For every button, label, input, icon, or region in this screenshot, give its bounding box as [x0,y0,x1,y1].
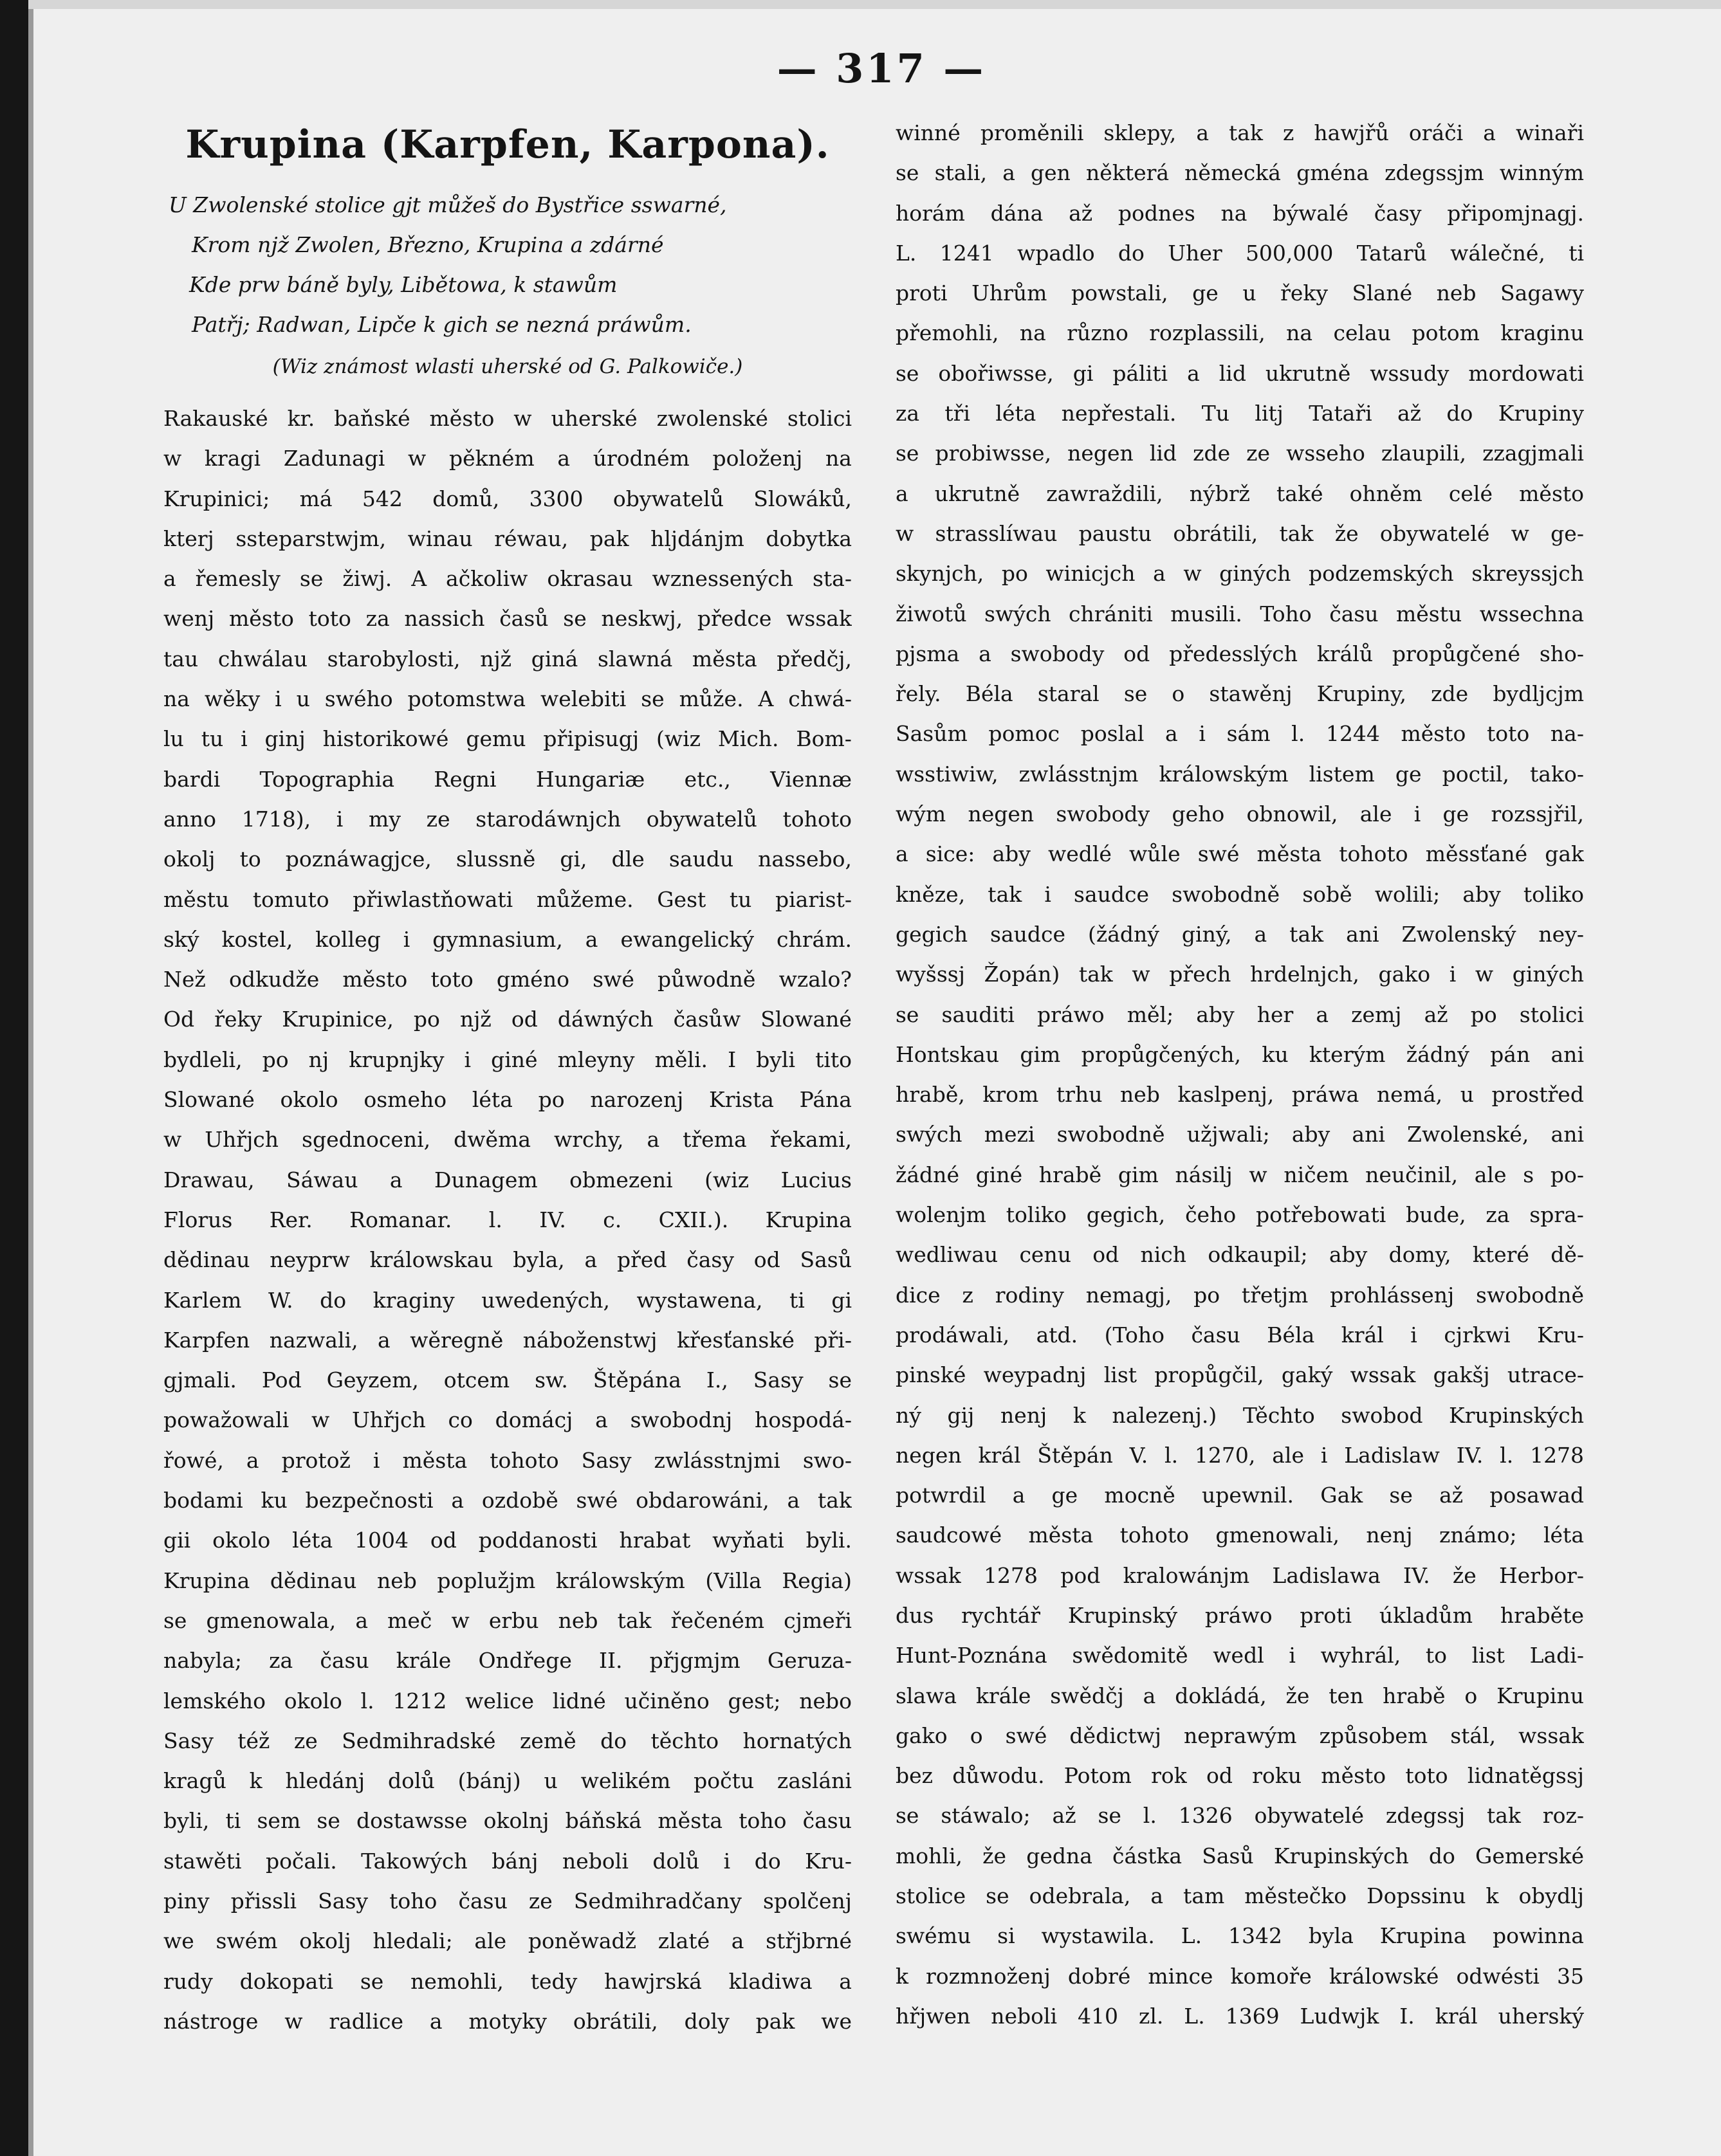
text-line: lemského okolo l. 1212 welice lidné učiněno gest; nebo [163,1688,852,1713]
article-title: Krupina (Karpfen, Karpona). [185,122,830,167]
text-line: wenj město toto za nassich časů se neskwj, předce wssak [163,606,852,632]
text-line: kragů k hledánj dolů (bánj) u welikém počtu zasláni [163,1768,852,1794]
text-line: Slowané okolo osmeho léta po narozenj Krista Pána [163,1087,852,1113]
text-line: městu tomuto přiwlastňowati můžeme. Gest tu piarist- [163,886,852,912]
text-line: wssak 1278 pod kralowánjm Ladislawa IV. že Herbor- [896,1562,1584,1588]
text-line: se gmenowala, a meč w erbu neb tak řečeném cjmeři [163,1607,852,1633]
text-line: kněze, tak i saudce swobodně sobě wolili; aby toliko [896,881,1584,907]
text-line: Krupinici; má 542 domů, 3300 obywatelů Slowáků, [163,486,852,511]
text-line: gako o swé dědictwj neprawým způsobem stál, wssak [896,1722,1584,1748]
text-line: přemohli, na různo rozplassili, na celau potom kraginu [896,320,1584,346]
text-line: kterj ssteparstwjm, winau réwau, pak hljdánjm dobytka [163,525,852,551]
text-line: Drawau, Sáwau a Dunagem obmezeni (wiz Lucius [163,1167,852,1192]
text-line: prodáwali, atd. (Toho času Béla král i cjrkwi Kru- [896,1322,1584,1348]
text-line: tau chwálau starobylosti, njž giná slawná města předčj, [163,646,852,671]
text-line: hrabě, krom trhu neb kaslpenj, práwa nemá, u prostřed [896,1082,1584,1108]
text-line: rudy dokopati se nemohli, tedy hawjrská kladiwa a [163,1968,852,1994]
text-line: swému si wystawila. L. 1342 byla Krupina powinna [896,1923,1584,1949]
text-line: gjmali. Pod Geyzem, otcem sw. Štěpána I., Sasy se [163,1367,852,1393]
poem-line: U Zwolenské stolice gjt můžeš do Bystřice sswarné, [169,192,727,217]
text-line: a ukrutně zawraždili, nýbrž také ohněm celé město [896,480,1584,506]
text-line: wyšssj Žopán) tak w přech hrdelnjch, gako i w giných [896,962,1584,987]
text-line: Než odkudže město toto gméno swé půwodně wzalo? [163,967,852,992]
text-line: stawěti počali. Takowých bánj neboli dolů i do Kru- [163,1848,852,1874]
left-body-text [163,399,852,2042]
text-line: bez důwodu. Potom rok od roku město toto lidnatěgssj [896,1763,1584,1789]
text-line: k rozmnoženj dobré mince komoře králowské odwésti 35 [896,1963,1584,1989]
text-line: Karpfen nazwali, a wěregně náboženstwj křesťanské při- [163,1327,852,1353]
text-line: bydleli, po nj krupnjky i giné mleyny měli. I byli tito [163,1046,852,1072]
text-line: řowé, a protož i města tohoto Sasy zwlásstnjmi swo- [163,1447,852,1473]
text-line: bodami ku bezpečnosti a ozdobě swé obdarowáni, a tak [163,1488,852,1513]
text-line: Florus Rer. Romanar. l. IV. c. CXII.). Krupina [163,1207,852,1232]
text-line: powažowali w Uhřjch co domácj a swobodnj hospodá- [163,1407,852,1433]
text-line: proti Uhrům powstali, ge u řeky Slané neb Sagawy [896,280,1584,306]
text-line: swých mezi swobodně užjwali; aby ani Zwolenské, ani [896,1122,1584,1147]
text-line: pinské weypadnj list propůgčil, gaký wssak gakšj utrace- [896,1362,1584,1388]
text-line: w Uhřjch sgednoceni, dwěma wrchy, a třema řekami, [163,1127,852,1153]
text-line: se stáwalo; až se l. 1326 obywatelé zdegssj tak roz- [896,1803,1584,1829]
poem-line: Kde prw báně byly, Libětowa, k stawům [189,272,618,297]
text-line: se sauditi práwo měl; aby her a zemj až po stolici [896,1001,1584,1027]
text-line: okolj to poznáwagjce, slussně gi, dle saudu nassebo, [163,846,852,872]
text-line: se probiwsse, negen lid zde ze wsseho zlaupili, zzagjmali [896,441,1584,466]
text-line: w kragi Zadunagi w pěkném a úrodném položenj na [163,446,852,471]
text-line: byli, ti sem se dostawsse okolnj báňská města toho času [163,1808,852,1834]
text-line: nabyla; za času krále Ondřege II. přjgmjm Geruza- [163,1648,852,1674]
text-line: dice z rodiny nemagj, po třetjm prohlássenj swobodně [896,1282,1584,1308]
text-line: se obořiwsse, gi páliti a lid ukrutně wssudy mordowati [896,360,1584,386]
text-line: potwrdil a ge mocně upewnil. Gak se až posawad [896,1483,1584,1508]
page-top-edge [28,0,1721,9]
text-line: nástroge w radlice a motyky obrátili, doly pak we [163,2008,852,2034]
text-line: ný gij nenj k nalezenj.) Těchto swobod Krupinských [896,1402,1584,1428]
text-line: Sasy též ze Sedmihradské země do těchto hornatých [163,1728,852,1753]
text-line: pjsma a swobody od předesslých králů propůgčené sho- [896,641,1584,666]
text-line: stolice se odebrala, a tam městečko Dopssinu k obydlj [896,1883,1584,1909]
text-line: skynjch, po winicjch a w giných podzemských skreyssjch [896,561,1584,587]
text-line: lu tu i ginj historikowé gemu připisugj (wiz Mich. Bom- [163,726,852,752]
text-line: Rakauské kr. baňské město w uherské zwolenské stolici [163,406,852,431]
text-line: na wěky i u swého potomstwa welebiti se může. A chwá- [163,686,852,712]
text-line: žádné giné hrabě gim násilj w ničem neučinil, ale s po- [896,1162,1584,1187]
text-line: negen král Štěpán V. l. 1270, ale i Ladislaw IV. l. 1278 [896,1442,1584,1468]
text-line: se stali, a gen některá německá gména zdegssjm winným [896,160,1584,186]
text-line: Krupina dědinau neb poplužjm králowským (Villa Regia) [163,1567,852,1593]
text-line: w strasslíwau paustu obrátili, tak že obywatelé w ge- [896,520,1584,546]
text-line: saudcowé města tohoto gmenowali, nenj známo; léta [896,1522,1584,1548]
text-line: wsstiwiw, zwlásstnjm králowským listem ge poctil, tako- [896,761,1584,787]
text-line: řely. Béla staral se o stawěnj Krupiny, zde bydljcjm [896,681,1584,707]
page-number: — 317 — [777,45,986,92]
epigraph-poem [163,185,852,386]
text-line: ský kostel, kolleg i gymnasium, a ewangelický chrám. [163,926,852,952]
text-line: Karlem W. do kraginy uwedených, wystawena, ti gi [163,1287,852,1313]
text-line: dus rychtář Krupinský práwo proti úkladům hraběte [896,1602,1584,1628]
text-line: a sice: aby wedlé wůle swé města tohoto měssťané gak [896,841,1584,867]
text-line: žiwotů swých chrániti musili. Toho času městu wssechna [896,601,1584,626]
text-line: Od řeky Krupinice, po njž od dáwných časůw Slowané [163,1007,852,1032]
right-column [896,113,1584,2126]
text-line: slawa krále swědčj a dokládá, že ten hrabě o Krupinu [896,1683,1584,1708]
text-line: Hunt-Poznána swědomitě wedl i wyhrál, to list Ladi- [896,1643,1584,1668]
text-line: anno 1718), i my ze starodáwnjch obywatelů tohoto [163,806,852,832]
text-line: wolenjm toliko gegich, čeho potřebowati bude, za spra- [896,1202,1584,1228]
right-body-text [896,113,1584,2036]
text-line: horám dána až podnes na býwalé časy připomjnagj. [896,200,1584,226]
text-line: a řemesly se žiwj. A ačkoliw okrasau wznessených sta- [163,566,852,592]
text-line: bardi Topographia Regni Hungariæ etc., Viennæ [163,766,852,792]
book-gutter [0,0,28,2156]
text-line: dědinau neyprw králowskau byla, a před časy od Sasů [163,1247,852,1273]
text-line: mohli, že gedna částka Sasů Krupinských do Gemerské [896,1843,1584,1868]
text-line: piny přissli Sasy toho času ze Sedmihradčany spolčenj [163,1888,852,1914]
text-line: L. 1241 wpadlo do Uher 500,000 Tatarů wálečné, ti [896,240,1584,266]
gutter-fold [28,0,33,2156]
poem-line: Patřj; Radwan, Lipče k gich se nezná práwům. [192,312,692,337]
text-line: gegich saudce (žádný giný, a tak ani Zwolenský ney- [896,921,1584,947]
poem-line: Krom njž Zwolen, Březno, Krupina a zdárné [192,232,664,257]
text-line: Sasům pomoc poslal a i sám l. 1244 město toto na- [896,721,1584,747]
text-line: wedliwau cenu od nich odkaupil; aby domy, které dě- [896,1242,1584,1268]
left-column [163,113,852,2126]
text-line: Hontskau gim propůgčených, ku kterým žádný pán ani [896,1041,1584,1067]
text-line: winné proměnili sklepy, a tak z hawjřů oráči a winaři [896,120,1584,145]
text-line: hřjwen neboli 410 zl. L. 1369 Ludwjk I. král uherský [896,2003,1584,2029]
text-line: gii okolo léta 1004 od poddanosti hrabat wyňati byli. [163,1528,852,1553]
text-line: wým negen swobody geho obnowil, ale i ge rozssjřil, [896,801,1584,827]
poem-source: (Wiz známost wlasti uherské od G. Palkowiče.) [272,355,743,378]
text-line: za tři léta nepřestali. Tu litj Tataři až do Krupiny [896,401,1584,426]
text-line: we swém okolj hledali; ale poněwadž zlaté a střjbrné [163,1928,852,1954]
